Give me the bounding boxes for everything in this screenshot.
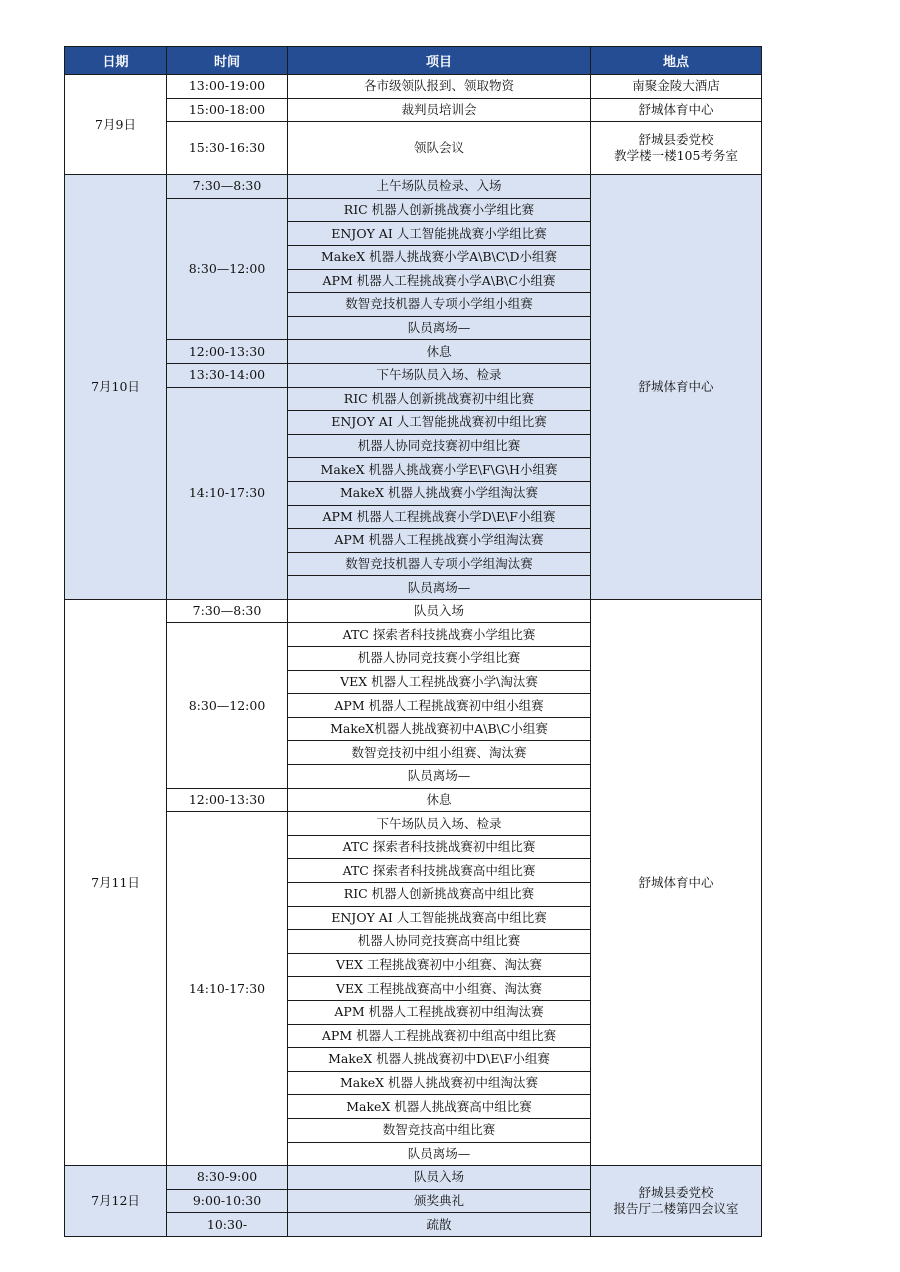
place-line: 舒城县委党校	[638, 1185, 714, 1201]
header-date: 日期	[65, 47, 167, 75]
item-cell: 领队会议	[288, 122, 591, 175]
time-cell: 15:00-18:00	[167, 98, 288, 122]
item-cell: 机器人协同竞技赛高中组比赛	[288, 930, 591, 954]
day-group-jul10	[65, 175, 762, 600]
item-cell: 数智竞技机器人专项小学组小组赛	[288, 293, 591, 317]
item-cell: ENJOY AI 人工智能挑战赛初中组比赛	[288, 411, 591, 435]
date-cell: 7月10日	[65, 175, 167, 600]
time-cell: 14:10-17:30	[167, 812, 288, 1166]
item-cell: APM 机器人工程挑战赛小学组淘汰赛	[288, 529, 591, 553]
time-cell: 13:30-14:00	[167, 363, 288, 387]
item-cell: 队员离场—	[288, 765, 591, 789]
item-cell: APM 机器人工程挑战赛小学A\B\C小组赛	[288, 269, 591, 293]
table-row	[65, 98, 762, 122]
table-row	[65, 1166, 762, 1190]
date-cell: 7月11日	[65, 599, 167, 1165]
place-line: 报告厅二楼第四会议室	[613, 1201, 739, 1217]
time-cell: 8:30-9:00	[167, 1166, 288, 1190]
day-group-jul11	[65, 599, 762, 1165]
item-cell: APM 机器人工程挑战赛小学D\E\F小组赛	[288, 505, 591, 529]
table-row	[65, 75, 762, 99]
time-cell: 13:00-19:00	[167, 75, 288, 99]
item-cell: 休息	[288, 788, 591, 812]
item-cell: VEX 工程挑战赛初中小组赛、淘汰赛	[288, 953, 591, 977]
item-cell: RIC 机器人创新挑战赛高中组比赛	[288, 883, 591, 907]
day-group-jul12	[65, 1166, 762, 1237]
time-cell: 7:30—8:30	[167, 175, 288, 199]
table-header	[65, 47, 762, 75]
day-group-jul9	[65, 75, 762, 175]
item-cell: 队员入场	[288, 599, 591, 623]
item-cell: 下午场队员入场、检录	[288, 363, 591, 387]
item-cell: ATC 探索者科技挑战赛高中组比赛	[288, 859, 591, 883]
item-cell: APM 机器人工程挑战赛初中组淘汰赛	[288, 1000, 591, 1024]
item-cell: 机器人协同竞技赛小学组比赛	[288, 647, 591, 671]
item-cell: APM 机器人工程挑战赛初中组小组赛	[288, 694, 591, 718]
item-cell: MakeX 机器人挑战赛小学E\F\G\H小组赛	[288, 458, 591, 482]
table-row	[65, 599, 762, 623]
item-cell: ATC 探索者科技挑战赛初中组比赛	[288, 835, 591, 859]
item-cell: 队员入场	[288, 1166, 591, 1190]
time-cell: 10:30-	[167, 1213, 288, 1237]
item-cell: 数智竞技高中组比赛	[288, 1118, 591, 1142]
item-cell: 上午场队员检录、入场	[288, 175, 591, 199]
item-cell: MakeX 机器人挑战赛小学组淘汰赛	[288, 481, 591, 505]
time-cell: 8:30—12:00	[167, 198, 288, 340]
item-cell: RIC 机器人创新挑战赛小学组比赛	[288, 198, 591, 222]
item-cell: MakeX 机器人挑战赛初中D\E\F小组赛	[288, 1048, 591, 1072]
place-cell	[591, 1166, 762, 1237]
item-cell: 各市级领队报到、领取物资	[288, 75, 591, 99]
item-cell: 队员离场—	[288, 316, 591, 340]
header-time: 时间	[167, 47, 288, 75]
item-cell: MakeX机器人挑战赛初中A\B\C小组赛	[288, 717, 591, 741]
item-cell: RIC 机器人创新挑战赛初中组比赛	[288, 387, 591, 411]
item-cell: VEX 工程挑战赛高中小组赛、淘汰赛	[288, 977, 591, 1001]
header-place: 地点	[591, 47, 762, 75]
time-cell: 7:30—8:30	[167, 599, 288, 623]
date-cell: 7月9日	[65, 75, 167, 175]
place-cell: 舒城体育中心	[591, 599, 762, 1165]
item-cell: 疏散	[288, 1213, 591, 1237]
item-cell: 裁判员培训会	[288, 98, 591, 122]
time-cell: 12:00-13:30	[167, 788, 288, 812]
item-cell: MakeX 机器人挑战赛初中组淘汰赛	[288, 1071, 591, 1095]
item-cell: 颁奖典礼	[288, 1189, 591, 1213]
date-cell: 7月12日	[65, 1166, 167, 1237]
time-cell: 14:10-17:30	[167, 387, 288, 599]
item-cell: ATC 探索者科技挑战赛小学组比赛	[288, 623, 591, 647]
item-cell: ENJOY AI 人工智能挑战赛小学组比赛	[288, 222, 591, 246]
place-line: 舒城县委党校	[638, 132, 714, 148]
schedule-table	[64, 46, 762, 1237]
table-row	[65, 175, 762, 199]
item-cell: 数智竞技初中组小组赛、淘汰赛	[288, 741, 591, 765]
item-cell: 队员离场—	[288, 576, 591, 600]
time-cell: 15:30-16:30	[167, 122, 288, 175]
item-cell: 机器人协同竞技赛初中组比赛	[288, 434, 591, 458]
place-cell: 南聚金陵大酒店	[591, 75, 762, 99]
place-cell	[591, 122, 762, 175]
time-cell: 9:00-10:30	[167, 1189, 288, 1213]
item-cell: MakeX 机器人挑战赛高中组比赛	[288, 1095, 591, 1119]
place-cell: 舒城体育中心	[591, 98, 762, 122]
time-cell: 12:00-13:30	[167, 340, 288, 364]
item-cell: 休息	[288, 340, 591, 364]
item-cell: ENJOY AI 人工智能挑战赛高中组比赛	[288, 906, 591, 930]
item-cell: VEX 机器人工程挑战赛小学\淘汰赛	[288, 670, 591, 694]
place-line: 教学楼一楼105考务室	[614, 148, 738, 164]
item-cell: MakeX 机器人挑战赛小学A\B\C\D小组赛	[288, 245, 591, 269]
header-item: 项目	[288, 47, 591, 75]
item-cell: 数智竞技机器人专项小学组淘汰赛	[288, 552, 591, 576]
item-cell: 下午场队员入场、检录	[288, 812, 591, 836]
item-cell: 队员离场—	[288, 1142, 591, 1166]
item-cell: APM 机器人工程挑战赛初中组高中组比赛	[288, 1024, 591, 1048]
place-cell: 舒城体育中心	[591, 175, 762, 600]
table-row	[65, 122, 762, 175]
time-cell: 8:30—12:00	[167, 623, 288, 788]
header-row	[65, 47, 762, 75]
